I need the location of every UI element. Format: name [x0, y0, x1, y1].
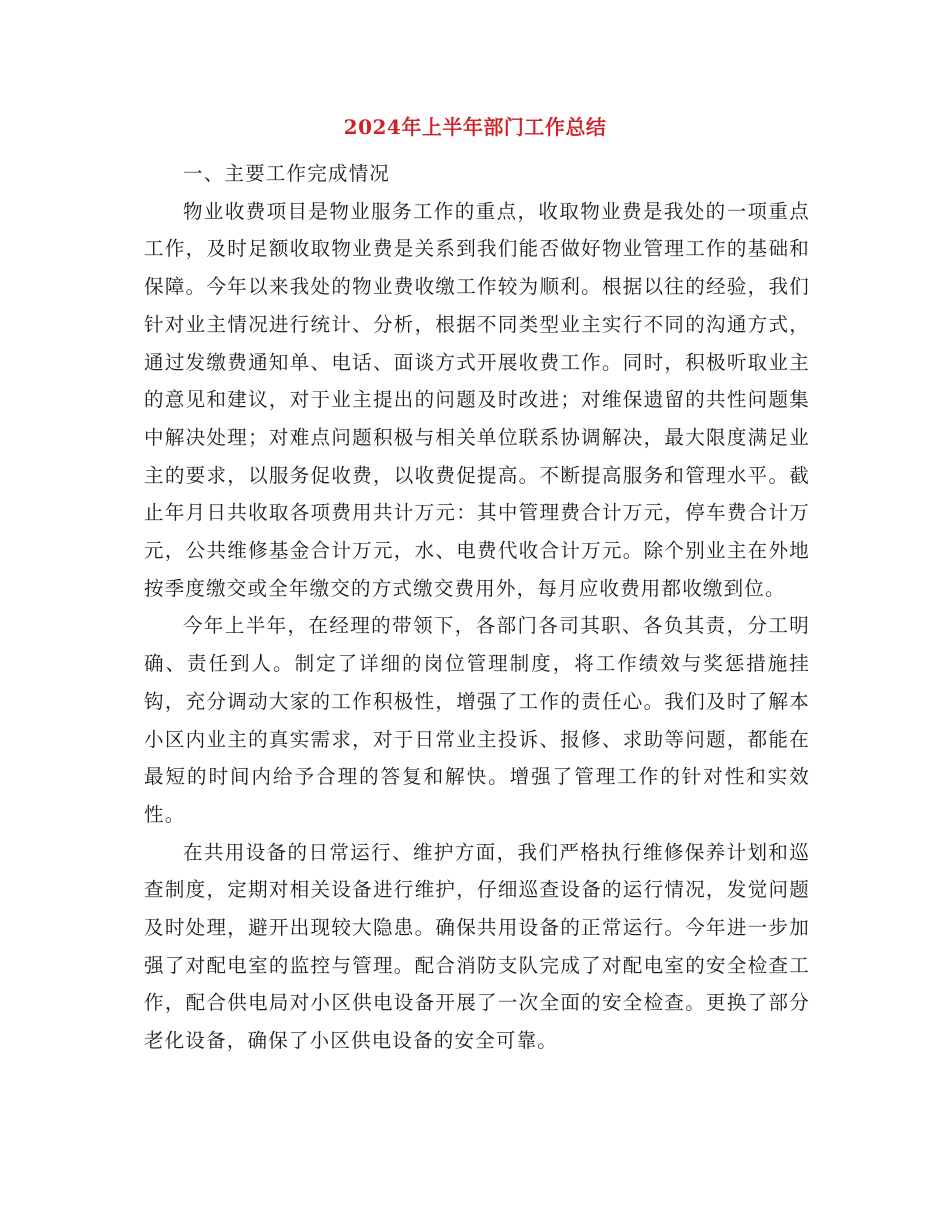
- document-title: 2024年上半年部门工作总结: [343, 115, 607, 139]
- paragraph-management: 今年上半年，在经理的带领下，各部门各司其职、各负其责，分工明确、责任到人。制定了详细的岗位管理制度，将工作绩效与奖惩措施挂钩，充分调动大家的工作积极性，增强了工作的责任心。我们及时了解本小区内业主的真实需求，对于日常业主投诉、报修、求助等问题，都能在最短的时间内给予合理的答复和解快。增强了管理工作的针对性和实效性。: [144, 614, 810, 826]
- section-heading: 一、主要工作完成情况: [183, 162, 391, 185]
- paragraph-fees: 物业收费项目是物业服务工作的重点，收取物业费是我处的一项重点工作，及时足额收取物业费是关系到我们能否做好物业管理工作的基础和保障。今年以来我处的物业费收缴工作较为顺利。根据以往的经验，我们针对业主情况进行统计、分析，根据不同类型业主实行不同的沟通方式，通过发缴费通知单、电话、面谈方式开展收费工作。同时，积极听取业主的意见和建议，对于业主提出的问题及时改进；对维保遗留的共性问题集中解决处理；对难点问题积极与相关单位联系协调解决，最大限度满足业主的要求，以服务促收费，以收费促提高。不断提高服务和管理水平。截止年月日共收取各项费用共计万元：其中管理费合计万元，停车费合计万元，公共维修基金合计万元，水、电费代收合计万元。除个别业主在外地按季度缴交或全年缴交的方式缴交费用外，每月应收费用都收缴到位。: [144, 199, 810, 600]
- paragraph-equipment: 在共用设备的日常运行、维护方面，我们严格执行维修保养计划和巡查制度，定期对相关设备进行维护，仔细巡查设备的运行情况，发觉问题及时处理，避开出现较大隐患。确保共用设备的正常运行。今年进一步加强了对配电室的监控与管理。配合消防支队完成了对配电室的安全检查工作，配合供电局对小区供电设备开展了一次全面的安全检查。更换了部分老化设备，确保了小区供电设备的安全可靠。: [144, 840, 810, 1053]
- document-body: [144, 155, 810, 1060]
